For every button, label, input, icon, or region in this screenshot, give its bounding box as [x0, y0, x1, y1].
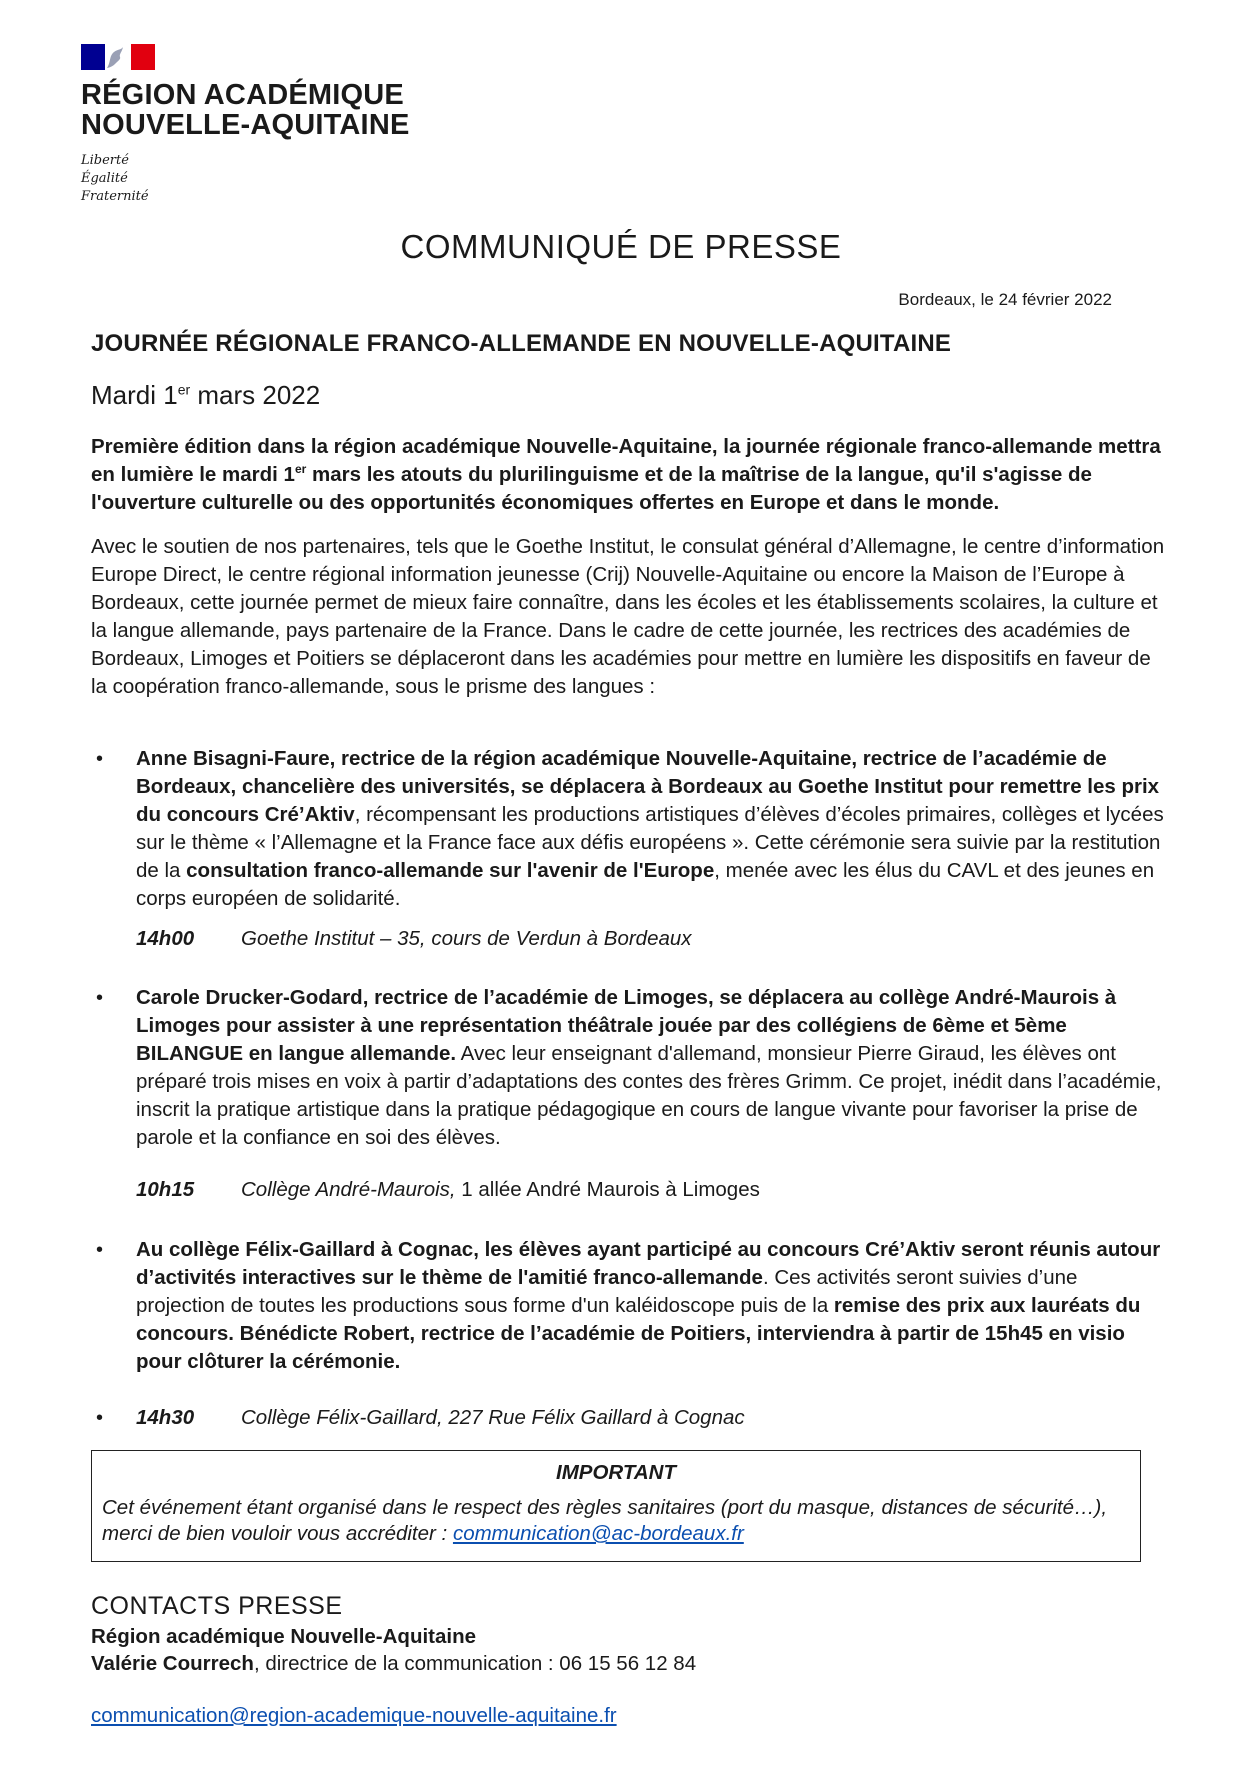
notice-text: Cet événement étant organisé dans le respect des règles sanitaires (port du masque, distances de sécurité…), merci de bien vouloir vous accréditer : communication@ac-bordeaux.fr: [102, 1496, 1108, 1545]
motto-fraternite: Fraternité: [81, 189, 149, 204]
org-name: [81, 80, 410, 140]
list-item: • Carole Drucker-Godard, rectrice de l’académie de Limoges, se déplacera au collège André-Maurois à Limoges pour assister à une représentation théâtrale jouée par des collégiens de 6ème et 5ème BILANGUE en langue allemande. Avec leur enseignant d'allemand, monsieur Pierre Giraud, les élèves ont préparé trois mises en voix à partir d’adaptations des contes des frères Grimm. Ce projet, inédit dans l’académie, inscrit la pratique artistique dans la pratique pédagogique en cours de langue vivante pour favoriser la prise de parole et la confiance en soi des élèves.: [96, 986, 1162, 1149]
contacts-email-link[interactable]: communication@region-academique-nouvelle-aquitaine.fr: [91, 1704, 617, 1727]
schedule-time: 14h30: [136, 1406, 195, 1429]
motto: [81, 152, 410, 206]
schedule-time: 10h15: [136, 1178, 195, 1201]
schedule-line: • 14h30 Collège Félix-Gaillard, 227 Rue Félix Gaillard à Cognac: [91, 1404, 991, 1432]
logo-marianne: [81, 44, 410, 206]
contacts-person: Valérie Courrech, directrice de la communication : 06 15 56 12 84: [91, 1652, 697, 1675]
org-name-line2: NOUVELLE-AQUITAINE: [81, 109, 410, 141]
important-notice-box: [91, 1450, 1141, 1562]
document-date: Bordeaux, le 24 février 2022: [898, 290, 1112, 309]
org-name-line1: RÉGION ACADÉMIQUE: [81, 79, 404, 111]
schedule-time: 14h00: [136, 927, 195, 950]
contacts-title: CONTACTS PRESSE: [91, 1592, 343, 1620]
list-item: • Anne Bisagni-Faure, rectrice de la région académique Nouvelle-Aquitaine, rectrice de l’académie de Bordeaux, chancelière des universités, se déplacera à Bordeaux au Goethe Institut pour remettre les prix du concours Cré’Aktiv, récompensant les productions artistiques d’élèves d’écoles primaires, collèges et lycées sur le thème « l’Allemagne et la France face aux défis européens ». Cette cérémonie sera suivie par la restitution de la consultation franco-allemande sur l'avenir de l'Europe, menée avec les élus du CAVL et des jeunes en corps européen de solidarité.: [96, 747, 1164, 910]
marianne-flag-icon: [81, 44, 155, 70]
schedule-place: Collège Félix-Gaillard, 227 Rue Félix Gaillard à Cognac: [241, 1406, 745, 1429]
notice-email-link[interactable]: communication@ac-bordeaux.fr: [452, 1522, 744, 1545]
motto-egalite: Égalité: [81, 171, 128, 186]
headline: JOURNÉE RÉGIONALE FRANCO-ALLEMANDE EN NOUVELLE-AQUITAINE: [91, 330, 952, 357]
lead-paragraph: Première édition dans la région académique Nouvelle-Aquitaine, la journée régionale franco-allemande mettra en lumière le mardi 1er mars les atouts du plurilinguisme et de la maîtrise de la langue, qu'il s'agisse de l'ouverture culturelle ou des opportunités économiques offertes en Europe et dans le monde.: [91, 435, 1161, 514]
document-type: COMMUNIQUÉ DE PRESSE: [400, 228, 842, 265]
contacts-org: Région académique Nouvelle-Aquitaine: [91, 1625, 477, 1648]
list-item: • Au collège Félix-Gaillard à Cognac, les élèves ayant participé au concours Cré’Aktiv seront réunis autour d’activités interactives sur le thème de l'amitié franco-allemande. Ces activités seront suivies d’une projection de toutes les productions sous forme d'un kaléidoscope puis de la remise des prix aux lauréats du concours. Bénédicte Robert, rectrice de l’académie de Poitiers, interviendra à partir de 15h45 en visio pour clôturer la cérémonie.: [96, 1238, 1161, 1373]
body-paragraph: Avec le soutien de nos partenaires, tels que le Goethe Institut, le consulat général d’Allemagne, le centre d’information Europe Direct, le centre régional information jeunesse (Crij) Nouvelle-Aquitaine ou encore la Maison de l’Europe à Bordeaux, cette journée permet de mieux faire connaître, dans les écoles et les établissements scolaires, la culture et la langue allemande, pays partenaire de la France. Dans le cadre de cette journée, les rectrices des académies de Bordeaux, Limoges et Poitiers se déplaceront dans les académies pour mettre en lumière les dispositifs en faveur de la coopération franco-allemande, sous le prisme des langues :: [91, 535, 1165, 698]
motto-liberte: Liberté: [81, 153, 129, 168]
schedule-place: Collège André-Maurois, 1 allée André Maurois à Limoges: [241, 1178, 760, 1201]
notice-title: IMPORTANT: [556, 1461, 676, 1484]
schedule-place: Goethe Institut – 35, cours de Verdun à Bordeaux: [241, 927, 692, 950]
event-date: Mardi 1er mars 2022: [91, 380, 321, 410]
